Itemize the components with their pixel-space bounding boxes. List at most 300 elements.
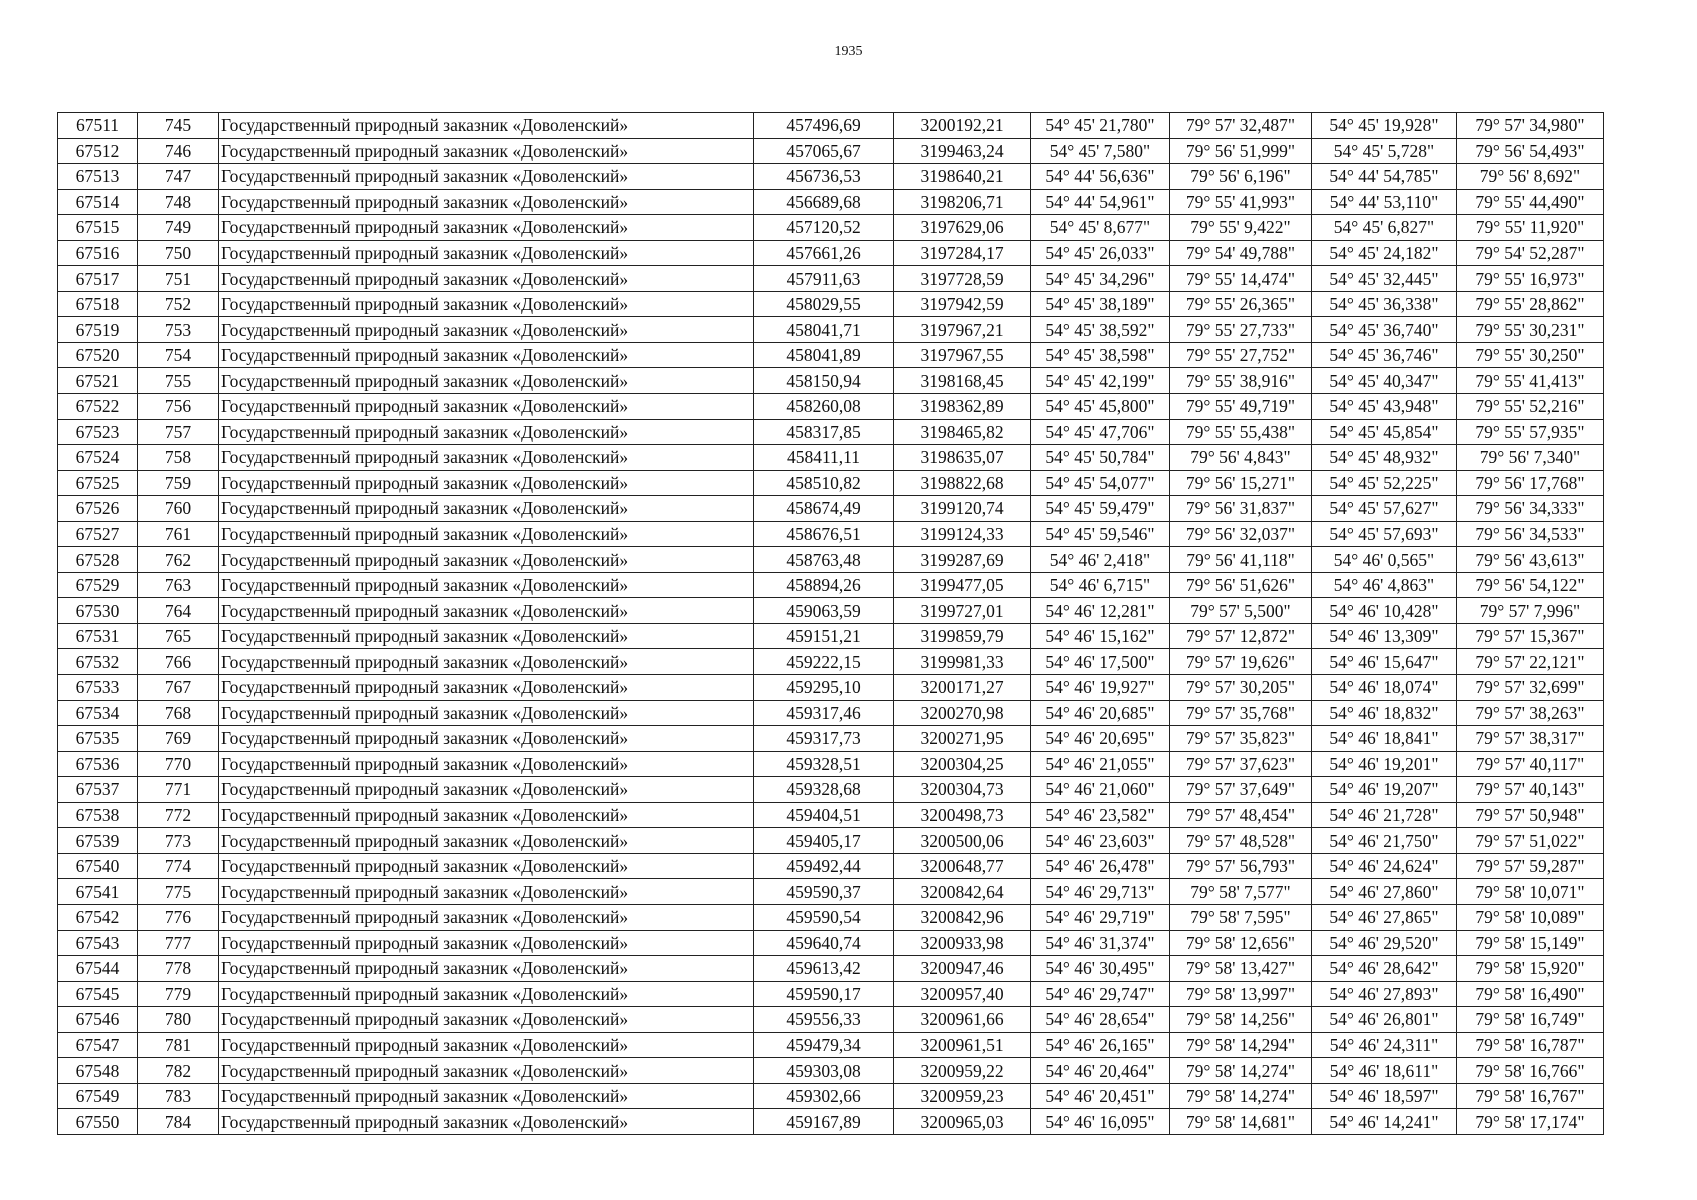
row-id-cell: 67527 [58,521,138,547]
latitude-2-cell: 54° 46' 18,611" [1312,1058,1457,1084]
x-coordinate-cell: 459590,54 [754,904,894,930]
longitude-1-cell: 79° 58' 13,427" [1170,956,1312,982]
longitude-1-cell: 79° 58' 13,997" [1170,981,1312,1007]
latitude-1-cell: 54° 46' 15,162" [1031,623,1170,649]
longitude-2-cell: 79° 58' 10,089" [1457,904,1604,930]
y-coordinate-cell: 3198206,71 [894,189,1031,215]
latitude-1-cell: 54° 45' 42,199" [1031,368,1170,394]
latitude-2-cell: 54° 46' 14,241" [1312,1109,1457,1135]
point-number-cell: 756 [138,394,219,420]
longitude-2-cell: 79° 56' 17,768" [1457,470,1604,496]
table-row [58,675,1604,701]
table-row [58,649,1604,675]
longitude-2-cell: 79° 55' 28,862" [1457,291,1604,317]
longitude-2-cell: 79° 55' 57,935" [1457,419,1604,445]
table-row [58,470,1604,496]
point-number-cell: 767 [138,675,219,701]
longitude-2-cell: 79° 57' 22,121" [1457,649,1604,675]
point-number-cell: 747 [138,164,219,190]
area-name-cell: Государственный природный заказник «Доволенский» [219,700,754,726]
y-coordinate-cell: 3199859,79 [894,623,1031,649]
latitude-2-cell: 54° 45' 36,338" [1312,291,1457,317]
longitude-1-cell: 79° 58' 14,256" [1170,1007,1312,1033]
row-id-cell: 67546 [58,1007,138,1033]
x-coordinate-cell: 459590,37 [754,879,894,905]
x-coordinate-cell: 457120,52 [754,215,894,241]
table-row [58,777,1604,803]
longitude-2-cell: 79° 58' 16,787" [1457,1032,1604,1058]
point-number-cell: 770 [138,751,219,777]
x-coordinate-cell: 458894,26 [754,572,894,598]
latitude-1-cell: 54° 45' 59,479" [1031,496,1170,522]
latitude-1-cell: 54° 45' 38,598" [1031,342,1170,368]
longitude-2-cell: 79° 55' 30,250" [1457,342,1604,368]
latitude-1-cell: 54° 45' 38,592" [1031,317,1170,343]
row-id-cell: 67534 [58,700,138,726]
y-coordinate-cell: 3200933,98 [894,930,1031,956]
x-coordinate-cell: 458041,89 [754,342,894,368]
row-id-cell: 67526 [58,496,138,522]
row-id-cell: 67516 [58,240,138,266]
latitude-1-cell: 54° 46' 21,060" [1031,777,1170,803]
row-id-cell: 67521 [58,368,138,394]
x-coordinate-cell: 459317,46 [754,700,894,726]
point-number-cell: 773 [138,828,219,854]
longitude-1-cell: 79° 58' 12,656" [1170,930,1312,956]
x-coordinate-cell: 459151,21 [754,623,894,649]
coordinates-table [57,112,1604,1135]
table-row [58,726,1604,752]
x-coordinate-cell: 458510,82 [754,470,894,496]
area-name-cell: Государственный природный заказник «Доволенский» [219,189,754,215]
y-coordinate-cell: 3200270,98 [894,700,1031,726]
point-number-cell: 754 [138,342,219,368]
y-coordinate-cell: 3200959,23 [894,1083,1031,1109]
point-number-cell: 753 [138,317,219,343]
longitude-2-cell: 79° 58' 17,174" [1457,1109,1604,1135]
longitude-2-cell: 79° 57' 40,143" [1457,777,1604,803]
latitude-2-cell: 54° 46' 28,642" [1312,956,1457,982]
latitude-1-cell: 54° 46' 23,582" [1031,802,1170,828]
row-id-cell: 67545 [58,981,138,1007]
y-coordinate-cell: 3198465,82 [894,419,1031,445]
x-coordinate-cell: 459222,15 [754,649,894,675]
latitude-2-cell: 54° 46' 18,841" [1312,726,1457,752]
area-name-cell: Государственный природный заказник «Доволенский» [219,904,754,930]
longitude-1-cell: 79° 55' 38,916" [1170,368,1312,394]
x-coordinate-cell: 459295,10 [754,675,894,701]
row-id-cell: 67537 [58,777,138,803]
longitude-2-cell: 79° 57' 59,287" [1457,853,1604,879]
point-number-cell: 768 [138,700,219,726]
table-row [58,113,1604,139]
latitude-1-cell: 54° 45' 45,800" [1031,394,1170,420]
area-name-cell: Государственный природный заказник «Доволенский» [219,828,754,854]
area-name-cell: Государственный природный заказник «Доволенский» [219,981,754,1007]
y-coordinate-cell: 3200271,95 [894,726,1031,752]
latitude-1-cell: 54° 45' 38,189" [1031,291,1170,317]
x-coordinate-cell: 458763,48 [754,547,894,573]
longitude-2-cell: 79° 57' 32,699" [1457,675,1604,701]
y-coordinate-cell: 3200961,51 [894,1032,1031,1058]
y-coordinate-cell: 3200842,96 [894,904,1031,930]
latitude-1-cell: 54° 46' 29,713" [1031,879,1170,905]
area-name-cell: Государственный природный заказник «Доволенский» [219,266,754,292]
longitude-2-cell: 79° 54' 52,287" [1457,240,1604,266]
row-id-cell: 67525 [58,470,138,496]
table-row [58,879,1604,905]
x-coordinate-cell: 459479,34 [754,1032,894,1058]
area-name-cell: Государственный природный заказник «Доволенский» [219,291,754,317]
longitude-1-cell: 79° 57' 12,872" [1170,623,1312,649]
longitude-2-cell: 79° 55' 44,490" [1457,189,1604,215]
point-number-cell: 780 [138,1007,219,1033]
x-coordinate-cell: 459556,33 [754,1007,894,1033]
longitude-2-cell: 79° 57' 7,996" [1457,598,1604,624]
point-number-cell: 766 [138,649,219,675]
x-coordinate-cell: 459328,68 [754,777,894,803]
point-number-cell: 751 [138,266,219,292]
latitude-2-cell: 54° 44' 54,785" [1312,164,1457,190]
row-id-cell: 67531 [58,623,138,649]
row-id-cell: 67539 [58,828,138,854]
y-coordinate-cell: 3200171,27 [894,675,1031,701]
longitude-1-cell: 79° 55' 49,719" [1170,394,1312,420]
row-id-cell: 67512 [58,138,138,164]
y-coordinate-cell: 3199287,69 [894,547,1031,573]
y-coordinate-cell: 3200959,22 [894,1058,1031,1084]
area-name-cell: Государственный природный заказник «Доволенский» [219,879,754,905]
area-name-cell: Государственный природный заказник «Доволенский» [219,240,754,266]
longitude-1-cell: 79° 56' 4,843" [1170,445,1312,471]
longitude-1-cell: 79° 57' 35,768" [1170,700,1312,726]
latitude-2-cell: 54° 46' 18,597" [1312,1083,1457,1109]
y-coordinate-cell: 3199124,33 [894,521,1031,547]
point-number-cell: 777 [138,930,219,956]
x-coordinate-cell: 458676,51 [754,521,894,547]
table-row [58,700,1604,726]
longitude-2-cell: 79° 57' 40,117" [1457,751,1604,777]
longitude-2-cell: 79° 55' 11,920" [1457,215,1604,241]
longitude-2-cell: 79° 57' 50,948" [1457,802,1604,828]
y-coordinate-cell: 3198640,21 [894,164,1031,190]
x-coordinate-cell: 459492,44 [754,853,894,879]
longitude-2-cell: 79° 57' 15,367" [1457,623,1604,649]
area-name-cell: Государственный природный заказник «Доволенский» [219,777,754,803]
table-row [58,138,1604,164]
latitude-2-cell: 54° 45' 48,932" [1312,445,1457,471]
y-coordinate-cell: 3200961,66 [894,1007,1031,1033]
area-name-cell: Государственный природный заказник «Доволенский» [219,496,754,522]
x-coordinate-cell: 458260,08 [754,394,894,420]
longitude-2-cell: 79° 58' 16,767" [1457,1083,1604,1109]
table-row [58,317,1604,343]
latitude-2-cell: 54° 46' 21,728" [1312,802,1457,828]
latitude-2-cell: 54° 45' 40,347" [1312,368,1457,394]
point-number-cell: 761 [138,521,219,547]
table-row [58,751,1604,777]
row-id-cell: 67524 [58,445,138,471]
latitude-1-cell: 54° 45' 50,784" [1031,445,1170,471]
longitude-1-cell: 79° 56' 51,999" [1170,138,1312,164]
row-id-cell: 67528 [58,547,138,573]
latitude-2-cell: 54° 45' 57,693" [1312,521,1457,547]
area-name-cell: Государственный природный заказник «Доволенский» [219,1058,754,1084]
x-coordinate-cell: 459404,51 [754,802,894,828]
row-id-cell: 67519 [58,317,138,343]
y-coordinate-cell: 3199727,01 [894,598,1031,624]
point-number-cell: 775 [138,879,219,905]
area-name-cell: Государственный природный заказник «Доволенский» [219,598,754,624]
y-coordinate-cell: 3197284,17 [894,240,1031,266]
latitude-2-cell: 54° 46' 0,565" [1312,547,1457,573]
point-number-cell: 779 [138,981,219,1007]
latitude-1-cell: 54° 45' 26,033" [1031,240,1170,266]
point-number-cell: 750 [138,240,219,266]
table-row [58,1007,1604,1033]
latitude-2-cell: 54° 45' 19,928" [1312,113,1457,139]
latitude-2-cell: 54° 46' 19,207" [1312,777,1457,803]
x-coordinate-cell: 456689,68 [754,189,894,215]
table-row [58,802,1604,828]
latitude-1-cell: 54° 46' 17,500" [1031,649,1170,675]
latitude-2-cell: 54° 45' 52,225" [1312,470,1457,496]
area-name-cell: Государственный природный заказник «Доволенский» [219,164,754,190]
row-id-cell: 67522 [58,394,138,420]
longitude-1-cell: 79° 56' 15,271" [1170,470,1312,496]
latitude-2-cell: 54° 46' 18,832" [1312,700,1457,726]
x-coordinate-cell: 458029,55 [754,291,894,317]
y-coordinate-cell: 3200192,21 [894,113,1031,139]
area-name-cell: Государственный природный заказник «Доволенский» [219,138,754,164]
longitude-1-cell: 79° 58' 14,274" [1170,1058,1312,1084]
longitude-2-cell: 79° 55' 41,413" [1457,368,1604,394]
longitude-2-cell: 79° 56' 54,493" [1457,138,1604,164]
latitude-2-cell: 54° 46' 24,624" [1312,853,1457,879]
x-coordinate-cell: 457661,26 [754,240,894,266]
longitude-1-cell: 79° 57' 48,528" [1170,828,1312,854]
latitude-2-cell: 54° 46' 27,860" [1312,879,1457,905]
y-coordinate-cell: 3199120,74 [894,496,1031,522]
x-coordinate-cell: 456736,53 [754,164,894,190]
x-coordinate-cell: 457911,63 [754,266,894,292]
point-number-cell: 776 [138,904,219,930]
y-coordinate-cell: 3200842,64 [894,879,1031,905]
y-coordinate-cell: 3200304,73 [894,777,1031,803]
row-id-cell: 67548 [58,1058,138,1084]
row-id-cell: 67533 [58,675,138,701]
area-name-cell: Государственный природный заказник «Доволенский» [219,215,754,241]
table-row [58,1058,1604,1084]
y-coordinate-cell: 3197967,21 [894,317,1031,343]
area-name-cell: Государственный природный заказник «Доволенский» [219,930,754,956]
longitude-2-cell: 79° 56' 34,333" [1457,496,1604,522]
x-coordinate-cell: 459613,42 [754,956,894,982]
latitude-2-cell: 54° 46' 15,647" [1312,649,1457,675]
latitude-2-cell: 54° 45' 24,182" [1312,240,1457,266]
table-row [58,266,1604,292]
point-number-cell: 760 [138,496,219,522]
table-row [58,189,1604,215]
table-row [58,521,1604,547]
point-number-cell: 755 [138,368,219,394]
longitude-1-cell: 79° 58' 14,681" [1170,1109,1312,1135]
y-coordinate-cell: 3198822,68 [894,470,1031,496]
latitude-1-cell: 54° 45' 54,077" [1031,470,1170,496]
latitude-2-cell: 54° 46' 27,893" [1312,981,1457,1007]
area-name-cell: Государственный природный заказник «Доволенский» [219,956,754,982]
y-coordinate-cell: 3197728,59 [894,266,1031,292]
latitude-1-cell: 54° 46' 16,095" [1031,1109,1170,1135]
latitude-2-cell: 54° 45' 36,746" [1312,342,1457,368]
longitude-1-cell: 79° 58' 7,577" [1170,879,1312,905]
point-number-cell: 764 [138,598,219,624]
longitude-1-cell: 79° 56' 31,837" [1170,496,1312,522]
latitude-1-cell: 54° 45' 59,546" [1031,521,1170,547]
table-row [58,598,1604,624]
longitude-1-cell: 79° 57' 30,205" [1170,675,1312,701]
point-number-cell: 752 [138,291,219,317]
longitude-1-cell: 79° 58' 14,294" [1170,1032,1312,1058]
point-number-cell: 782 [138,1058,219,1084]
table-row [58,981,1604,1007]
table-row [58,342,1604,368]
latitude-2-cell: 54° 46' 4,863" [1312,572,1457,598]
y-coordinate-cell: 3197942,59 [894,291,1031,317]
area-name-cell: Государственный природный заказник «Доволенский» [219,853,754,879]
latitude-2-cell: 54° 45' 45,854" [1312,419,1457,445]
latitude-1-cell: 54° 46' 23,603" [1031,828,1170,854]
point-number-cell: 783 [138,1083,219,1109]
latitude-2-cell: 54° 46' 24,311" [1312,1032,1457,1058]
longitude-2-cell: 79° 58' 16,490" [1457,981,1604,1007]
latitude-1-cell: 54° 46' 12,281" [1031,598,1170,624]
longitude-2-cell: 79° 56' 34,533" [1457,521,1604,547]
row-id-cell: 67532 [58,649,138,675]
longitude-1-cell: 79° 57' 48,454" [1170,802,1312,828]
area-name-cell: Государственный природный заказник «Доволенский» [219,470,754,496]
row-id-cell: 67535 [58,726,138,752]
table-row [58,828,1604,854]
longitude-2-cell: 79° 55' 52,216" [1457,394,1604,420]
longitude-2-cell: 79° 57' 38,263" [1457,700,1604,726]
area-name-cell: Государственный природный заказник «Доволенский» [219,445,754,471]
row-id-cell: 67517 [58,266,138,292]
y-coordinate-cell: 3197967,55 [894,342,1031,368]
point-number-cell: 778 [138,956,219,982]
area-name-cell: Государственный природный заказник «Доволенский» [219,342,754,368]
row-id-cell: 67542 [58,904,138,930]
longitude-1-cell: 79° 54' 49,788" [1170,240,1312,266]
latitude-2-cell: 54° 46' 26,801" [1312,1007,1457,1033]
point-number-cell: 749 [138,215,219,241]
latitude-1-cell: 54° 46' 29,719" [1031,904,1170,930]
row-id-cell: 67543 [58,930,138,956]
longitude-1-cell: 79° 57' 56,793" [1170,853,1312,879]
table-row [58,394,1604,420]
x-coordinate-cell: 458317,85 [754,419,894,445]
latitude-2-cell: 54° 46' 18,074" [1312,675,1457,701]
y-coordinate-cell: 3200304,25 [894,751,1031,777]
x-coordinate-cell: 459302,66 [754,1083,894,1109]
area-name-cell: Государственный природный заказник «Доволенский» [219,521,754,547]
area-name-cell: Государственный природный заказник «Доволенский» [219,1083,754,1109]
longitude-1-cell: 79° 56' 6,196" [1170,164,1312,190]
row-id-cell: 67529 [58,572,138,598]
area-name-cell: Государственный природный заказник «Доволенский» [219,547,754,573]
latitude-2-cell: 54° 45' 43,948" [1312,394,1457,420]
y-coordinate-cell: 3200500,06 [894,828,1031,854]
point-number-cell: 759 [138,470,219,496]
area-name-cell: Государственный природный заказник «Доволенский» [219,572,754,598]
x-coordinate-cell: 457065,67 [754,138,894,164]
latitude-2-cell: 54° 45' 36,740" [1312,317,1457,343]
x-coordinate-cell: 458041,71 [754,317,894,343]
latitude-2-cell: 54° 46' 21,750" [1312,828,1457,854]
longitude-2-cell: 79° 58' 15,149" [1457,930,1604,956]
table-body [58,113,1604,1135]
latitude-2-cell: 54° 46' 29,520" [1312,930,1457,956]
x-coordinate-cell: 459303,08 [754,1058,894,1084]
longitude-2-cell: 79° 57' 51,022" [1457,828,1604,854]
longitude-1-cell: 79° 57' 37,623" [1170,751,1312,777]
table-row [58,572,1604,598]
latitude-2-cell: 54° 46' 19,201" [1312,751,1457,777]
row-id-cell: 67518 [58,291,138,317]
area-name-cell: Государственный природный заказник «Доволенский» [219,113,754,139]
page-number: 1935 [834,44,863,59]
row-id-cell: 67530 [58,598,138,624]
longitude-2-cell: 79° 56' 43,613" [1457,547,1604,573]
y-coordinate-cell: 3200957,40 [894,981,1031,1007]
x-coordinate-cell: 459328,51 [754,751,894,777]
row-id-cell: 67547 [58,1032,138,1058]
longitude-2-cell: 79° 58' 10,071" [1457,879,1604,905]
longitude-1-cell: 79° 57' 19,626" [1170,649,1312,675]
row-id-cell: 67520 [58,342,138,368]
row-id-cell: 67514 [58,189,138,215]
latitude-1-cell: 54° 46' 20,685" [1031,700,1170,726]
area-name-cell: Государственный природный заказник «Доволенский» [219,623,754,649]
longitude-2-cell: 79° 56' 7,340" [1457,445,1604,471]
table-row [58,1109,1604,1135]
latitude-1-cell: 54° 45' 21,780" [1031,113,1170,139]
longitude-1-cell: 79° 55' 41,993" [1170,189,1312,215]
latitude-2-cell: 54° 45' 5,728" [1312,138,1457,164]
y-coordinate-cell: 3200648,77 [894,853,1031,879]
y-coordinate-cell: 3198362,89 [894,394,1031,420]
table-row [58,368,1604,394]
latitude-2-cell: 54° 45' 6,827" [1312,215,1457,241]
longitude-2-cell: 79° 57' 38,317" [1457,726,1604,752]
point-number-cell: 757 [138,419,219,445]
y-coordinate-cell: 3199981,33 [894,649,1031,675]
table-row [58,215,1604,241]
longitude-1-cell: 79° 57' 5,500" [1170,598,1312,624]
table-row [58,419,1604,445]
latitude-1-cell: 54° 45' 34,296" [1031,266,1170,292]
x-coordinate-cell: 459640,74 [754,930,894,956]
point-number-cell: 746 [138,138,219,164]
latitude-2-cell: 54° 45' 57,627" [1312,496,1457,522]
table-row [58,1032,1604,1058]
x-coordinate-cell: 459590,17 [754,981,894,1007]
longitude-2-cell: 79° 55' 16,973" [1457,266,1604,292]
row-id-cell: 67536 [58,751,138,777]
longitude-2-cell: 79° 55' 30,231" [1457,317,1604,343]
longitude-1-cell: 79° 56' 32,037" [1170,521,1312,547]
y-coordinate-cell: 3199463,24 [894,138,1031,164]
